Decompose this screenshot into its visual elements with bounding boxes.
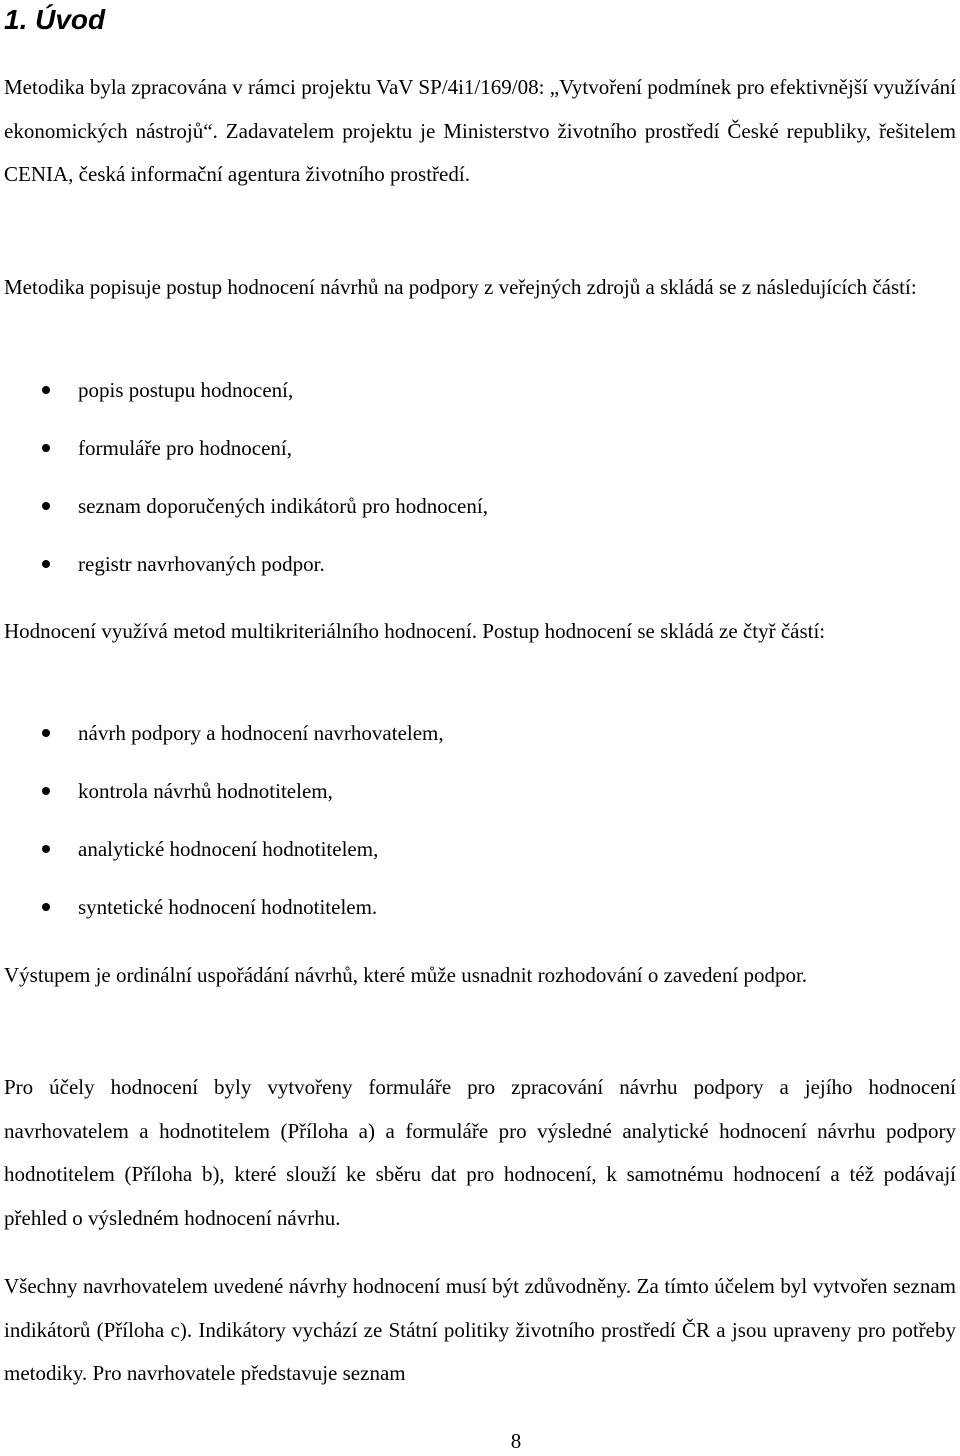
structure-paragraph: Metodika popisuje postup hodnocení návrhů na podpory z veřejných zdrojů a skládá se z následujících částí:	[4, 275, 917, 299]
forms-paragraph: Pro účely hodnocení byly vytvořeny formuláře pro zpracování návrhu podpory a jejího hodnocení navrhovatelem a hodnotitelem (Příloha a) a formuláře pro výsledné analytické hodnocení návrhu podpory hodnotitelem (Příloha b), které slouží ke sběru dat pro hodnocení, k samotnému hodnocení a též podávají přehled o výsledném hodnocení návrhu.	[4, 1075, 956, 1230]
section-heading: 1. Úvod	[4, 4, 106, 35]
bullet-icon	[42, 787, 50, 795]
list-item-text: syntetické hodnocení hodnotitelem.	[78, 895, 378, 919]
list-item-text: návrh podpory a hodnocení navrhovatelem,	[78, 721, 444, 745]
method-paragraph: Hodnocení využívá metod multikriteriálního hodnocení. Postup hodnocení se skládá ze čtyř částí:	[4, 619, 826, 643]
list-item-text: seznam doporučených indikátorů pro hodnocení,	[78, 494, 488, 518]
indicators-paragraph: Všechny navrhovatelem uvedené návrhy hodnocení musí být zdůvodněny. Za tímto účelem byl vytvořen seznam indikátorů (Příloha c). Indikátory vychází ze Státní politiky životního prostředí ČR a jsou upraveny pro potřeby metodiky. Pro navrhovatele představuje seznam	[4, 1274, 956, 1385]
bullet-icon	[42, 903, 50, 911]
bullet-icon	[42, 502, 50, 510]
bullet-icon	[42, 444, 50, 452]
list-item-text: kontrola návrhů hodnotitelem,	[78, 779, 333, 803]
bullet-icon	[42, 560, 50, 568]
bullet-icon	[42, 386, 50, 394]
intro-paragraph: Metodika byla zpracována v rámci projektu VaV SP/4i1/169/08: „Vytvoření podmínek pro efektivnější využívání ekonomických nástrojů“. Zadavatelem projektu je Ministerstvo životního prostředí České republiky, řešitelem CENIA, česká informační agentura životního prostředí.	[4, 75, 956, 186]
output-paragraph: Výstupem je ordinální uspořádání návrhů, které může usnadnit rozhodování o zavedení podpor.	[4, 963, 808, 987]
list-item-text: analytické hodnocení hodnotitelem,	[78, 837, 379, 861]
list-item-text: registr navrhovaných podpor.	[78, 552, 325, 576]
list-item-text: popis postupu hodnocení,	[78, 378, 294, 402]
page-number: 8	[510, 1429, 522, 1453]
list-item-text: formuláře pro hodnocení,	[78, 436, 293, 460]
bullet-icon	[42, 845, 50, 853]
bullet-icon	[42, 729, 50, 737]
